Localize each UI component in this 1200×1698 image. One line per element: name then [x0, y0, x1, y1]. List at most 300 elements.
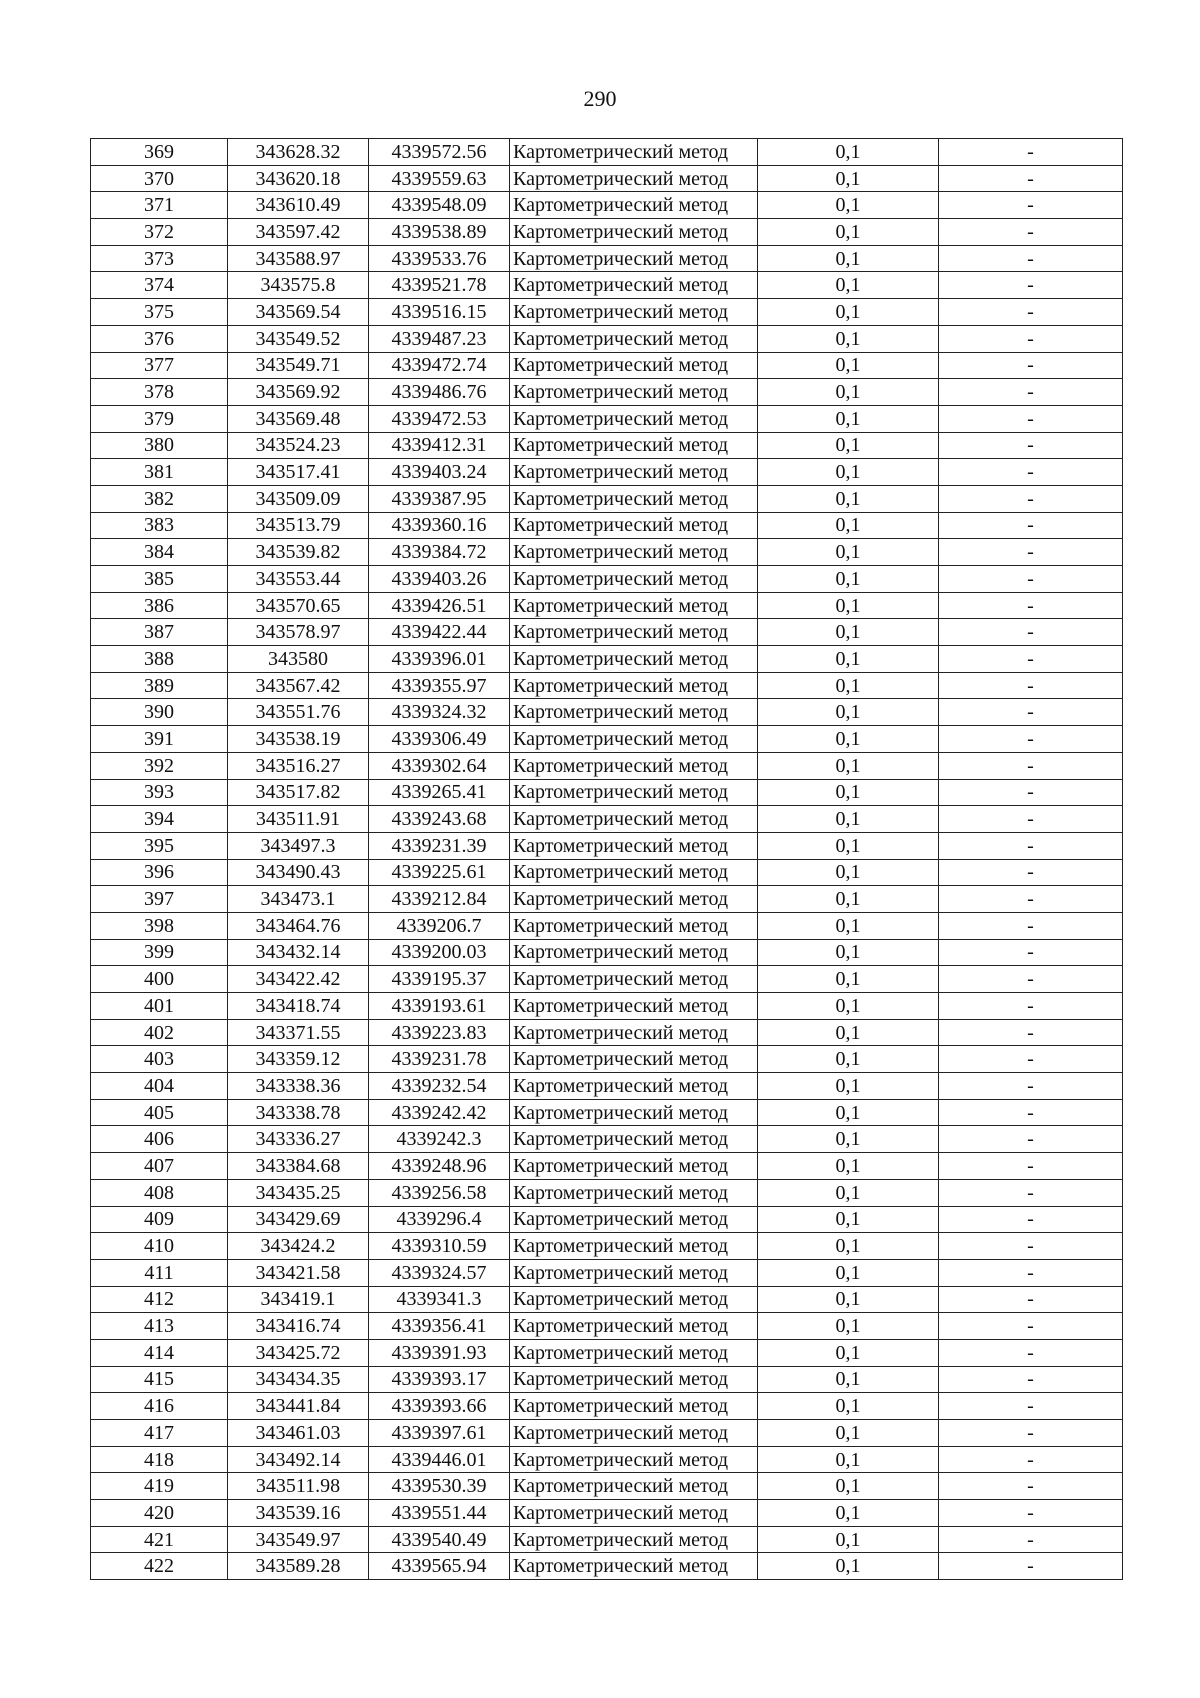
accuracy-cell: 0,1 — [758, 886, 939, 913]
y-coordinate-cell: 4339397.61 — [369, 1420, 510, 1447]
x-coordinate-cell: 343588.97 — [228, 245, 369, 272]
accuracy-cell: 0,1 — [758, 566, 939, 593]
table-row — [91, 752, 1123, 779]
point-number-cell: 400 — [91, 966, 228, 993]
point-number-cell: 377 — [91, 352, 228, 379]
x-coordinate-cell: 343539.16 — [228, 1500, 369, 1527]
method-cell: Картометрический метод — [510, 619, 758, 646]
accuracy-cell: 0,1 — [758, 139, 939, 166]
accuracy-cell: 0,1 — [758, 1286, 939, 1313]
y-coordinate-cell: 4339472.53 — [369, 405, 510, 432]
note-cell: - — [939, 1313, 1123, 1340]
accuracy-cell: 0,1 — [758, 1153, 939, 1180]
method-cell: Картометрический метод — [510, 539, 758, 566]
method-cell: Картометрический метод — [510, 832, 758, 859]
x-coordinate-cell: 343419.1 — [228, 1286, 369, 1313]
x-coordinate-cell: 343473.1 — [228, 886, 369, 913]
accuracy-cell: 0,1 — [758, 859, 939, 886]
accuracy-cell: 0,1 — [758, 1553, 939, 1580]
coordinates-table-body — [91, 139, 1123, 1580]
table-row — [91, 432, 1123, 459]
accuracy-cell: 0,1 — [758, 806, 939, 833]
point-number-cell: 390 — [91, 699, 228, 726]
note-cell: - — [939, 512, 1123, 539]
table-row — [91, 1446, 1123, 1473]
accuracy-cell: 0,1 — [758, 993, 939, 1020]
y-coordinate-cell: 4339403.24 — [369, 459, 510, 486]
method-cell: Картометрический метод — [510, 993, 758, 1020]
accuracy-cell: 0,1 — [758, 646, 939, 673]
method-cell: Картометрический метод — [510, 352, 758, 379]
method-cell: Картометрический метод — [510, 806, 758, 833]
x-coordinate-cell: 343513.79 — [228, 512, 369, 539]
x-coordinate-cell: 343492.14 — [228, 1446, 369, 1473]
method-cell: Картометрический метод — [510, 1366, 758, 1393]
y-coordinate-cell: 4339384.72 — [369, 539, 510, 566]
table-row — [91, 325, 1123, 352]
x-coordinate-cell: 343539.82 — [228, 539, 369, 566]
table-row — [91, 219, 1123, 246]
method-cell: Картометрический метод — [510, 779, 758, 806]
table-row — [91, 592, 1123, 619]
x-coordinate-cell: 343569.54 — [228, 299, 369, 326]
point-number-cell: 409 — [91, 1206, 228, 1233]
method-cell: Картометрический метод — [510, 379, 758, 406]
x-coordinate-cell: 343569.92 — [228, 379, 369, 406]
table-row — [91, 1500, 1123, 1527]
y-coordinate-cell: 4339360.16 — [369, 512, 510, 539]
x-coordinate-cell: 343553.44 — [228, 566, 369, 593]
y-coordinate-cell: 4339265.41 — [369, 779, 510, 806]
table-row — [91, 165, 1123, 192]
method-cell: Картометрический метод — [510, 139, 758, 166]
x-coordinate-cell: 343551.76 — [228, 699, 369, 726]
point-number-cell: 420 — [91, 1500, 228, 1527]
accuracy-cell: 0,1 — [758, 379, 939, 406]
accuracy-cell: 0,1 — [758, 619, 939, 646]
point-number-cell: 379 — [91, 405, 228, 432]
table-row — [91, 1339, 1123, 1366]
accuracy-cell: 0,1 — [758, 1046, 939, 1073]
table-row — [91, 1126, 1123, 1153]
y-coordinate-cell: 4339310.59 — [369, 1233, 510, 1260]
table-row — [91, 619, 1123, 646]
accuracy-cell: 0,1 — [758, 779, 939, 806]
point-number-cell: 387 — [91, 619, 228, 646]
note-cell: - — [939, 352, 1123, 379]
note-cell: - — [939, 1553, 1123, 1580]
x-coordinate-cell: 343359.12 — [228, 1046, 369, 1073]
y-coordinate-cell: 4339548.09 — [369, 192, 510, 219]
note-cell: - — [939, 886, 1123, 913]
coordinates-table — [90, 138, 1123, 1580]
table-row — [91, 566, 1123, 593]
point-number-cell: 391 — [91, 726, 228, 753]
y-coordinate-cell: 4339551.44 — [369, 1500, 510, 1527]
y-coordinate-cell: 4339540.49 — [369, 1526, 510, 1553]
method-cell: Картометрический метод — [510, 1126, 758, 1153]
table-row — [91, 1153, 1123, 1180]
method-cell: Картометрический метод — [510, 1206, 758, 1233]
point-number-cell: 389 — [91, 672, 228, 699]
accuracy-cell: 0,1 — [758, 459, 939, 486]
method-cell: Картометрический метод — [510, 1259, 758, 1286]
method-cell: Картометрический метод — [510, 1153, 758, 1180]
y-coordinate-cell: 4339521.78 — [369, 272, 510, 299]
point-number-cell: 417 — [91, 1420, 228, 1447]
table-row — [91, 646, 1123, 673]
point-number-cell: 414 — [91, 1339, 228, 1366]
table-row — [91, 806, 1123, 833]
note-cell: - — [939, 672, 1123, 699]
accuracy-cell: 0,1 — [758, 432, 939, 459]
method-cell: Картометрический метод — [510, 672, 758, 699]
y-coordinate-cell: 4339559.63 — [369, 165, 510, 192]
y-coordinate-cell: 4339296.4 — [369, 1206, 510, 1233]
x-coordinate-cell: 343597.42 — [228, 219, 369, 246]
point-number-cell: 405 — [91, 1099, 228, 1126]
point-number-cell: 388 — [91, 646, 228, 673]
point-number-cell: 422 — [91, 1553, 228, 1580]
note-cell: - — [939, 1339, 1123, 1366]
x-coordinate-cell: 343384.68 — [228, 1153, 369, 1180]
point-number-cell: 369 — [91, 139, 228, 166]
note-cell: - — [939, 1073, 1123, 1100]
accuracy-cell: 0,1 — [758, 939, 939, 966]
table-row — [91, 1286, 1123, 1313]
table-row — [91, 352, 1123, 379]
table-row — [91, 859, 1123, 886]
y-coordinate-cell: 4339565.94 — [369, 1553, 510, 1580]
note-cell: - — [939, 405, 1123, 432]
table-row — [91, 939, 1123, 966]
y-coordinate-cell: 4339341.3 — [369, 1286, 510, 1313]
x-coordinate-cell: 343516.27 — [228, 752, 369, 779]
y-coordinate-cell: 4339195.37 — [369, 966, 510, 993]
y-coordinate-cell: 4339396.01 — [369, 646, 510, 673]
method-cell: Картометрический метод — [510, 1420, 758, 1447]
note-cell: - — [939, 192, 1123, 219]
x-coordinate-cell: 343461.03 — [228, 1420, 369, 1447]
table-row — [91, 912, 1123, 939]
y-coordinate-cell: 4339231.78 — [369, 1046, 510, 1073]
point-number-cell: 372 — [91, 219, 228, 246]
accuracy-cell: 0,1 — [758, 192, 939, 219]
table-row — [91, 459, 1123, 486]
y-coordinate-cell: 4339356.41 — [369, 1313, 510, 1340]
point-number-cell: 416 — [91, 1393, 228, 1420]
note-cell: - — [939, 459, 1123, 486]
y-coordinate-cell: 4339387.95 — [369, 485, 510, 512]
y-coordinate-cell: 4339248.96 — [369, 1153, 510, 1180]
y-coordinate-cell: 4339212.84 — [369, 886, 510, 913]
table-row — [91, 1046, 1123, 1073]
method-cell: Картометрический метод — [510, 1073, 758, 1100]
x-coordinate-cell: 343578.97 — [228, 619, 369, 646]
table-row — [91, 1366, 1123, 1393]
method-cell: Картометрический метод — [510, 566, 758, 593]
note-cell: - — [939, 966, 1123, 993]
accuracy-cell: 0,1 — [758, 1126, 939, 1153]
table-row — [91, 1473, 1123, 1500]
x-coordinate-cell: 343464.76 — [228, 912, 369, 939]
point-number-cell: 380 — [91, 432, 228, 459]
point-number-cell: 410 — [91, 1233, 228, 1260]
method-cell: Картометрический метод — [510, 912, 758, 939]
point-number-cell: 408 — [91, 1179, 228, 1206]
point-number-cell: 385 — [91, 566, 228, 593]
point-number-cell: 395 — [91, 832, 228, 859]
x-coordinate-cell: 343422.42 — [228, 966, 369, 993]
note-cell: - — [939, 1153, 1123, 1180]
method-cell: Картометрический метод — [510, 219, 758, 246]
point-number-cell: 383 — [91, 512, 228, 539]
table-row — [91, 485, 1123, 512]
x-coordinate-cell: 343549.97 — [228, 1526, 369, 1553]
point-number-cell: 382 — [91, 485, 228, 512]
point-number-cell: 381 — [91, 459, 228, 486]
y-coordinate-cell: 4339426.51 — [369, 592, 510, 619]
x-coordinate-cell: 343509.09 — [228, 485, 369, 512]
y-coordinate-cell: 4339533.76 — [369, 245, 510, 272]
x-coordinate-cell: 343549.52 — [228, 325, 369, 352]
accuracy-cell: 0,1 — [758, 672, 939, 699]
y-coordinate-cell: 4339231.39 — [369, 832, 510, 859]
note-cell: - — [939, 245, 1123, 272]
method-cell: Картометрический метод — [510, 485, 758, 512]
accuracy-cell: 0,1 — [758, 1179, 939, 1206]
table-row — [91, 886, 1123, 913]
accuracy-cell: 0,1 — [758, 1073, 939, 1100]
accuracy-cell: 0,1 — [758, 405, 939, 432]
note-cell: - — [939, 1126, 1123, 1153]
table-row — [91, 299, 1123, 326]
point-number-cell: 413 — [91, 1313, 228, 1340]
table-row — [91, 1099, 1123, 1126]
x-coordinate-cell: 343434.35 — [228, 1366, 369, 1393]
accuracy-cell: 0,1 — [758, 485, 939, 512]
method-cell: Картометрический метод — [510, 299, 758, 326]
table-row — [91, 672, 1123, 699]
accuracy-cell: 0,1 — [758, 539, 939, 566]
accuracy-cell: 0,1 — [758, 699, 939, 726]
x-coordinate-cell: 343497.3 — [228, 832, 369, 859]
x-coordinate-cell: 343416.74 — [228, 1313, 369, 1340]
x-coordinate-cell: 343424.2 — [228, 1233, 369, 1260]
point-number-cell: 375 — [91, 299, 228, 326]
table-row — [91, 539, 1123, 566]
accuracy-cell: 0,1 — [758, 1500, 939, 1527]
point-number-cell: 376 — [91, 325, 228, 352]
x-coordinate-cell: 343371.55 — [228, 1019, 369, 1046]
table-row — [91, 1313, 1123, 1340]
point-number-cell: 392 — [91, 752, 228, 779]
y-coordinate-cell: 4339200.03 — [369, 939, 510, 966]
accuracy-cell: 0,1 — [758, 352, 939, 379]
y-coordinate-cell: 4339572.56 — [369, 139, 510, 166]
note-cell: - — [939, 379, 1123, 406]
method-cell: Картометрический метод — [510, 939, 758, 966]
x-coordinate-cell: 343336.27 — [228, 1126, 369, 1153]
point-number-cell: 412 — [91, 1286, 228, 1313]
note-cell: - — [939, 1500, 1123, 1527]
note-cell: - — [939, 912, 1123, 939]
y-coordinate-cell: 4339206.7 — [369, 912, 510, 939]
y-coordinate-cell: 4339302.64 — [369, 752, 510, 779]
method-cell: Картометрический метод — [510, 726, 758, 753]
method-cell: Картометрический метод — [510, 1553, 758, 1580]
accuracy-cell: 0,1 — [758, 299, 939, 326]
method-cell: Картометрический метод — [510, 1393, 758, 1420]
point-number-cell: 386 — [91, 592, 228, 619]
note-cell: - — [939, 272, 1123, 299]
x-coordinate-cell: 343517.82 — [228, 779, 369, 806]
accuracy-cell: 0,1 — [758, 1473, 939, 1500]
y-coordinate-cell: 4339324.57 — [369, 1259, 510, 1286]
method-cell: Картометрический метод — [510, 646, 758, 673]
accuracy-cell: 0,1 — [758, 1019, 939, 1046]
point-number-cell: 421 — [91, 1526, 228, 1553]
method-cell: Картометрический метод — [510, 192, 758, 219]
table-row — [91, 726, 1123, 753]
x-coordinate-cell: 343517.41 — [228, 459, 369, 486]
note-cell: - — [939, 325, 1123, 352]
table-row — [91, 139, 1123, 166]
x-coordinate-cell: 343610.49 — [228, 192, 369, 219]
accuracy-cell: 0,1 — [758, 1206, 939, 1233]
x-coordinate-cell: 343524.23 — [228, 432, 369, 459]
method-cell: Картометрический метод — [510, 165, 758, 192]
y-coordinate-cell: 4339193.61 — [369, 993, 510, 1020]
y-coordinate-cell: 4339486.76 — [369, 379, 510, 406]
point-number-cell: 407 — [91, 1153, 228, 1180]
y-coordinate-cell: 4339412.31 — [369, 432, 510, 459]
x-coordinate-cell: 343575.8 — [228, 272, 369, 299]
note-cell: - — [939, 139, 1123, 166]
accuracy-cell: 0,1 — [758, 726, 939, 753]
y-coordinate-cell: 4339242.3 — [369, 1126, 510, 1153]
point-number-cell: 397 — [91, 886, 228, 913]
note-cell: - — [939, 485, 1123, 512]
method-cell: Картометрический метод — [510, 859, 758, 886]
method-cell: Картометрический метод — [510, 1099, 758, 1126]
table-row — [91, 379, 1123, 406]
accuracy-cell: 0,1 — [758, 272, 939, 299]
point-number-cell: 411 — [91, 1259, 228, 1286]
point-number-cell: 419 — [91, 1473, 228, 1500]
x-coordinate-cell: 343511.98 — [228, 1473, 369, 1500]
point-number-cell: 373 — [91, 245, 228, 272]
accuracy-cell: 0,1 — [758, 1393, 939, 1420]
y-coordinate-cell: 4339232.54 — [369, 1073, 510, 1100]
note-cell: - — [939, 1233, 1123, 1260]
table-row — [91, 1073, 1123, 1100]
accuracy-cell: 0,1 — [758, 219, 939, 246]
note-cell: - — [939, 1019, 1123, 1046]
point-number-cell: 415 — [91, 1366, 228, 1393]
table-row — [91, 512, 1123, 539]
y-coordinate-cell: 4339391.93 — [369, 1339, 510, 1366]
method-cell: Картометрический метод — [510, 699, 758, 726]
y-coordinate-cell: 4339422.44 — [369, 619, 510, 646]
accuracy-cell: 0,1 — [758, 1446, 939, 1473]
point-number-cell: 394 — [91, 806, 228, 833]
y-coordinate-cell: 4339487.23 — [369, 325, 510, 352]
note-cell: - — [939, 1259, 1123, 1286]
note-cell: - — [939, 779, 1123, 806]
note-cell: - — [939, 699, 1123, 726]
table-row — [91, 245, 1123, 272]
method-cell: Картометрический метод — [510, 1313, 758, 1340]
y-coordinate-cell: 4339324.32 — [369, 699, 510, 726]
point-number-cell: 403 — [91, 1046, 228, 1073]
point-number-cell: 384 — [91, 539, 228, 566]
accuracy-cell: 0,1 — [758, 912, 939, 939]
page-number: 290 — [583, 86, 617, 111]
point-number-cell: 371 — [91, 192, 228, 219]
note-cell: - — [939, 646, 1123, 673]
accuracy-cell: 0,1 — [758, 1233, 939, 1260]
y-coordinate-cell: 4339403.26 — [369, 566, 510, 593]
x-coordinate-cell: 343549.71 — [228, 352, 369, 379]
x-coordinate-cell: 343567.42 — [228, 672, 369, 699]
y-coordinate-cell: 4339516.15 — [369, 299, 510, 326]
method-cell: Картометрический метод — [510, 752, 758, 779]
note-cell: - — [939, 1099, 1123, 1126]
note-cell: - — [939, 566, 1123, 593]
note-cell: - — [939, 859, 1123, 886]
note-cell: - — [939, 1179, 1123, 1206]
x-coordinate-cell: 343418.74 — [228, 993, 369, 1020]
method-cell: Картометрический метод — [510, 1473, 758, 1500]
x-coordinate-cell: 343338.78 — [228, 1099, 369, 1126]
table-row — [91, 1179, 1123, 1206]
x-coordinate-cell: 343538.19 — [228, 726, 369, 753]
y-coordinate-cell: 4339393.17 — [369, 1366, 510, 1393]
note-cell: - — [939, 1473, 1123, 1500]
y-coordinate-cell: 4339243.68 — [369, 806, 510, 833]
accuracy-cell: 0,1 — [758, 1339, 939, 1366]
x-coordinate-cell: 343441.84 — [228, 1393, 369, 1420]
point-number-cell: 398 — [91, 912, 228, 939]
x-coordinate-cell: 343589.28 — [228, 1553, 369, 1580]
x-coordinate-cell: 343580 — [228, 646, 369, 673]
x-coordinate-cell: 343628.32 — [228, 139, 369, 166]
accuracy-cell: 0,1 — [758, 592, 939, 619]
y-coordinate-cell: 4339530.39 — [369, 1473, 510, 1500]
method-cell: Картометрический метод — [510, 1446, 758, 1473]
method-cell: Картометрический метод — [510, 245, 758, 272]
method-cell: Картометрический метод — [510, 272, 758, 299]
accuracy-cell: 0,1 — [758, 832, 939, 859]
accuracy-cell: 0,1 — [758, 1313, 939, 1340]
note-cell: - — [939, 752, 1123, 779]
point-number-cell: 370 — [91, 165, 228, 192]
point-number-cell: 401 — [91, 993, 228, 1020]
table-row — [91, 779, 1123, 806]
accuracy-cell: 0,1 — [758, 1366, 939, 1393]
accuracy-cell: 0,1 — [758, 1420, 939, 1447]
note-cell: - — [939, 1446, 1123, 1473]
table-row — [91, 272, 1123, 299]
method-cell: Картометрический метод — [510, 1019, 758, 1046]
table-row — [91, 1526, 1123, 1553]
method-cell: Картометрический метод — [510, 1179, 758, 1206]
point-number-cell: 402 — [91, 1019, 228, 1046]
point-number-cell: 378 — [91, 379, 228, 406]
y-coordinate-cell: 4339225.61 — [369, 859, 510, 886]
y-coordinate-cell: 4339538.89 — [369, 219, 510, 246]
